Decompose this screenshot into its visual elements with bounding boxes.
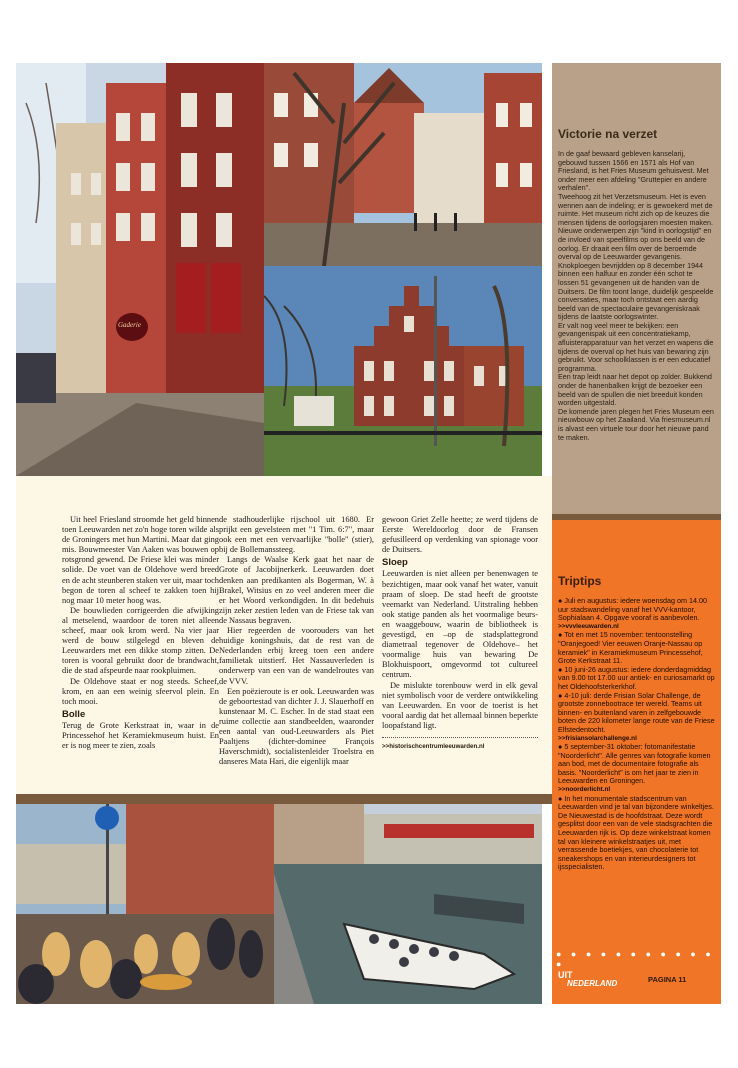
sidebar-body [558, 150, 715, 442]
photo-canal-boat [274, 804, 542, 1004]
article-paragraph: De Oldehove staat er nog steeds. Scheef, krom, en aan een weinig sfeervol plein. En toch mooi. [62, 676, 219, 706]
dot-row: ● ● ● ● ● ● ● ● ● ● ● ● [556, 949, 715, 969]
brand-logo [558, 970, 628, 988]
brand-uit: UIT [558, 970, 573, 980]
article-body [16, 476, 552, 794]
article-paragraph: Terug de Grote Kerkstraat in, waar in de Princessehof het Keramiekmuseum huist. En er is nog meer te zien, zoals [62, 720, 219, 751]
sidebar-paragraph: Een trap leidt naar het depot op zolder. Bukkend onder de hanenbalken krijgt de bezoeker een beeld van de spullen die niet breeduit konden worden uitgestald. [558, 372, 712, 408]
sidebar-paragraph: Tweehoog zit het Verzetsmuseum. Het is even wennen aan de indeling; er is gewoekerd met de ruimte. Het museum richt zich op de keuzes die mensen tijdens de oorlogsjaren moesten maken. [558, 191, 714, 227]
section-heading-sloep: Sloep [382, 557, 408, 569]
sidebar-paragraph: Er valt nog veel meer te bekijken: een gevangenispak uit een concentratiekamp, afluisterapparatuur van het verzet en wapens die tijdens de overval op het huis van bewaring zijn gebruikt. Voor schoolklassen is er een educatief programma. [558, 320, 714, 373]
article-paragraph: Hier regeerden de voorouders van het huidige koningshuis, dat de rest van de Nederlanden erbij kreeg toen een andere familietak uitstierf. Het Nassauverleden is onderwerp van een van de wandelroutes van de VVV. [219, 626, 374, 686]
article-paragraph: Leeuwarden is niet alleen per benenwagen te bezichtigen, maar ook vanaf het water, vanuit praam of sloep. De stad heeft de grootste veemarkt van Nederland. Uitstraling hebben ook statige panden als het voormalige beurs- en waaggebouw, waarin de bibliotheek is gevestigd, en –op de stadsplattegrond diametraal tegenover de Oldehove– het voormalige huis van bewaring De Blokhuispoort, omgevormd tot cultureel centrum. [382, 569, 538, 680]
photo-church-square [264, 63, 542, 266]
article-column-3 [382, 515, 538, 752]
article-link[interactable]: >>historischcentrumleeuwarden.nl [382, 742, 485, 750]
photo-terrace-cafe [16, 804, 274, 1004]
triptip-item: ● 10 juni-26 augustus: iedere donderdagmiddag van 9.00 tot 17.00 uur antiek- en curiosamarkt op het Oldehoofsterkerkhof. [558, 664, 715, 691]
article-paragraph: de stadhouderlijke rijschool uit 1680. Er prijkt een gevelsteen met "1 Tim. 6:7", maar ook een met een vervaarlijke "bolle" (stier), bij de Bollemanssteeg. [219, 515, 374, 555]
sidebar-paragraph: De komende jaren plegen het Fries Museum een nieuwbouw op het Zaailand. Via friesmuseum.nl is alvast een virtuele tour door het nieuwe pand te maken. [558, 406, 714, 442]
article-column-2 [219, 515, 374, 767]
triptip-link[interactable]: >>noorderlicht.nl [558, 786, 611, 794]
triptip-link[interactable]: >>vvvleeuwarden.nl [558, 622, 619, 630]
article-paragraph: Langs de Waalse Kerk gaat het naar de Grote of Jacobijnerkerk. Leeuwarden doet denken aan predikanten als Bogerman, W. à Brakel, Witsius en zo veel anderen meer die er het Woord verkondigden. In dit bedehuis zijn zeker zestien leden van de Friese tak van de Nassaus begraven. [219, 555, 374, 625]
sidebar-panel [552, 63, 721, 514]
restaurant-sign: Gaderie [118, 321, 141, 329]
page-number: PAGINA 11 [648, 975, 687, 984]
article-paragraph: De mislukte torenbouw werd in elk geval niet symbolisch voor de verdere ontwikkeling van Leeuwarden. En voor de toerist is het vooral aardig dat het allemaal binnen beperkte loopafstand ligt. [382, 680, 538, 730]
sidebar-paragraph: Nieuwe onderwerpen zijn "kind in oorlogstijd" en de invloed van speelfilms op ons beeld van de oorlog. Er draait een film over de beroemde overval op de Leeuwarder gevangenis. Knokploegen bevrijdden op 8 december 1944 binnen een halfuur en zonder één schot te lossen 51 gevangenen uit de handen van de Duitsers. De film toont lange, duidelijk gespeelde conversaties, maar toch ontstaat een aardig beeld van de spectaculaire gevangeniskraak tijdens de laatste oorlogswinter. [558, 226, 714, 322]
photo-street-facades [16, 63, 264, 476]
article-paragraph: De bouwlieden corrigeerden die afwijking al metselend, waardoor de toren niet alleen scheef, maar ook krom werd. Na vier jaar werd de bouw stilgelegd en bleven de Leeuwarders met een dikke stomp zitten. De toren is vooral gebruikt door de brandwacht, die de stad afspeurde naar rookpluimen. [62, 605, 219, 676]
triptips-list [558, 597, 715, 872]
triptips-panel [552, 520, 721, 1004]
triptip-item: ● Juli en augustus: iedere woensdag om 14.00 uur stadswandeling vanaf het VVV-kantoor, Sophialaan 4. Opgave vooraf is aanbevolen. [558, 596, 707, 623]
triptip-item: ● In het monumentale stadscentrum van Leeuwarden vind je tal van bijzondere winkeltjes. De Nieuwestad is de hoofdstraat. Deze wordt gesplitst door een van de vele stadsgrachten die Leeuwarden rijk is. Op deze winkelstraat komen tal van kleinere winkelstraatjes uit, met verrassende boetiekjes, van chocolaterie tot sneakershops en van interieurdesigners tot ijsspecialisten. [558, 793, 714, 872]
dotted-rule [382, 737, 538, 738]
triptip-link[interactable]: >>frisiansolarchallenge.nl [558, 734, 637, 742]
article-paragraph: Uit heel Friesland stroomde het geld binnen toen Leeuwarden net zo'n hoge toren wilde als de Groningers met hun Martini. Maar dat ging mis. Bouwmeester Van Aaken was bouwen op rotsgrond gewend. De Friese klei was minder solide. De voet van de Oldehove werd breed en de acht steunberen staken ver uit, maar toch begon de toren al scheef te zakken toen hij nog maar 10 meter hoog was. [62, 515, 219, 605]
brand-nederland: NEDERLAND [567, 979, 618, 988]
triptips-title: Triptips [558, 574, 602, 588]
article-column-1 [62, 515, 219, 751]
triptip-item: ● 4-10 juli: derde Frisian Solar Challenge, de grootste zonnebootrace ter wereld. Teams uit binnen- en buitenland varen in zelfgebouwde boten de 220 kilometer lange route van de Friese Elfstedentocht. [558, 690, 715, 734]
triptip-item: ● Tot en met 15 november: tentoonstelling "Oranjegoed! Vier eeuwen Oranje-Nassau op keramiek" in Keramiekmuseum Princessehof, Grote Kerkstraat 11. [558, 630, 703, 666]
article-paragraph: Een poëzieroute is er ook. Leeuwarden was de geboortestad van dichter J. J. Slauerhoff en kunstenaar M. C. Escher. In de stad staat een ruime collectie aan standbeelden, waaronder een aantal van oud-Leeuwarders als Piet Paaltjens (dichter-dominee François Haverschmidt), socialistenleider Troelstra en danseres Mata Hari, die eigenlijk maar [219, 686, 374, 767]
photo-gabled-building [264, 266, 542, 476]
triptip-item: ● 5 september-31 oktober: fotomanifestatie "Noorderlicht". Alle genres van fotografie komen aan bod, met de documentaire fotografie als basis. "Noorderlicht" is om het jaar te zien in Leeuwarden en Groningen. [558, 742, 711, 786]
sidebar-paragraph: In de gaaf bewaard gebleven kanselarij, gebouwd tussen 1566 en 1571 als Hof van Friesland, is het Fries Museum gehuisvest. Met onder meer een afdeling "Gruttepier en andere verhalen". [558, 149, 709, 193]
sidebar-title: Victorie na verzet [558, 127, 658, 141]
article-paragraph: gewoon Griet Zelle heette; ze werd tijdens de Eerste Wereldoorlog door de Fransen gefusilleerd op verdenking van spionage voor de Duitsers. [382, 515, 538, 555]
section-heading-bolle: Bolle [62, 708, 86, 720]
